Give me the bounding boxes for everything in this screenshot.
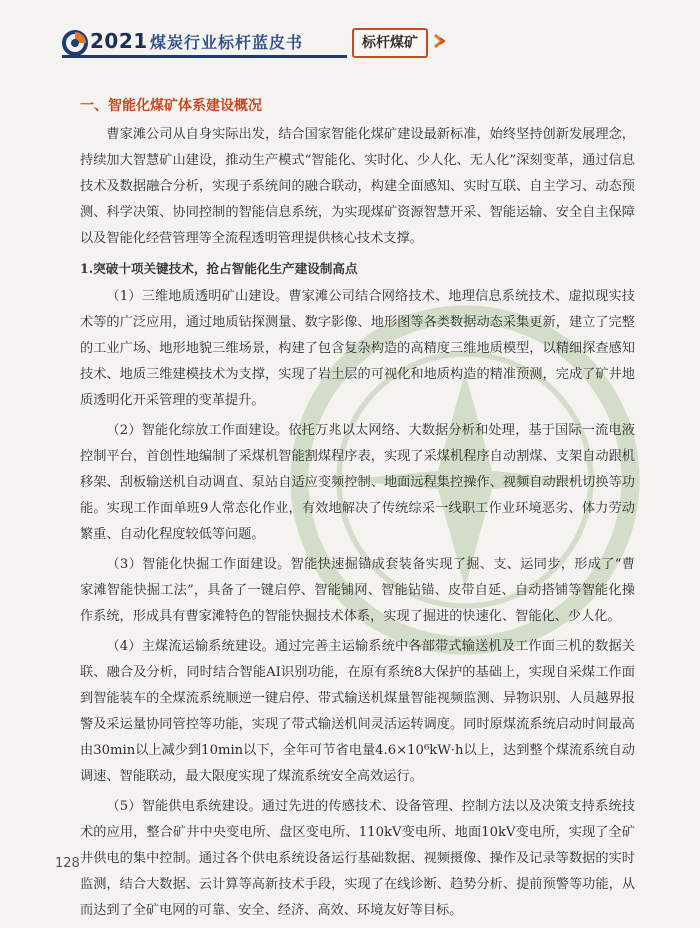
page-header [62,24,582,62]
intro-paragraph: 曹家滩公司从自身实际出发，结合国家智能化煤矿建设最新标准，始终坚持创新发展理念，持续加大智慧矿山建设，推动生产模式“智能化、实时化、少人化、无人化”深刻变革，通过信息技术及数据融合分析，实现子系统间的融合联动，构建全面感知、实时互联、自主学习、动态预测、科学决策、协同控制的智能信息系统，为实现煤矿资源智慧开采、智能运输、安全自主保障以及智能化经营管理等全流程透明管理提供核心技术支撑。 [80,127,635,246]
section-heading: 一、智能化煤矿体系建设概况 [80,98,262,114]
header-underline [62,55,347,58]
item-paragraph-5: （5）智能供电系统建设。通过先进的传感技术、设备管理、控制方法以及决策支持系统技术的应用，整合矿井中央变电所、盘区变电所、110kV变电所、地面10kV变电所，实现了全矿井供电的集中控制。通过各个供电系统设备运行基础数据、视频摄像、操作及记录等数据的实时监测，结合大数据、云计算等高新技术手段，实现了在线诊断、趋势分析、提前预警等功能，从而达到了全矿电网的可靠、安全、经济、高效、环境友好等目标。 [80,799,635,918]
header-category-tag: 标杆煤矿 [352,28,428,58]
header-title: 煤炭行业标杆蓝皮书 [150,33,304,52]
page-number: 128 [55,856,80,871]
article-body [80,95,635,928]
sub-heading: 1.突破十项关键技术，抢占智能化生产建设制高点 [80,261,358,276]
item-paragraph-4: （4）主煤流运输系统建设。通过完善主运输系统中各部带式输送机及工作面三机的数据关联、融合及分析，同时结合智能AI识别功能，在原有系统8大保护的基础上，实现自采煤工作面到智能装车的全煤流系统顺逆一键启停、带式输送机煤量智能视频监测、异物识别、人员越界报警及采运量协同管控等功能，实现了带式输送机间灵活运转调度。同时原煤流系统启动时间最高由30min以上减少到10min以下，全年可节省电量4.6×10⁶kW·h以上，达到整个煤流系统自动调速、智能联动，最大限度实现了煤流系统安全高效运行。 [80,639,635,784]
item-paragraph-1: （1）三维地质透明矿山建设。曹家滩公司结合网络技术、地理信息系统技术、虚拟现实技术等的广泛应用，通过地质钻探测量、数字影像、地形图等各类数据动态采集更新，建立了完整的工业广场、地形地貌三维场景，构建了包含复杂构造的高精度三维地质模型，以精细探查感知技术、地质三维建模技术为支撑，实现了岩土层的可视化和地质构造的精准预测，完成了矿井地质透明化开采管理的变革提升。 [80,289,635,408]
header-year: 2021 [90,29,148,53]
item-paragraph-2: （2）智能化综放工作面建设。依托万兆以太网络、大数据分析和处理，基于国际一流电液控制平台，首创性地编制了采煤机智能割煤程序表，实现了采煤机程序自动割煤、支架自动跟机移架、刮板输送机自动调直、泵站自适应变频控制、地面远程集控操作、视频自动跟机切换等功能。实现工作面单班9人常态化作业，有效地解决了传统综采一线职工作业环境恶劣、体力劳动繁重、自动化程度较低等问题。 [80,423,635,542]
arrow-right-icon [434,34,446,48]
item-paragraph-3: （3）智能化快掘工作面建设。智能快速掘锚成套装备实现了掘、支、运同步，形成了“曹家滩智能快掘工法”，具备了一键启停、智能铺网、智能钻锚、皮带自延、自动搭铺等智能化操作系统，形成具有曹家滩特色的智能快掘技术体系，实现了掘进的快速化、智能化、少人化。 [80,557,635,624]
bluebook-logo-icon [62,30,88,56]
